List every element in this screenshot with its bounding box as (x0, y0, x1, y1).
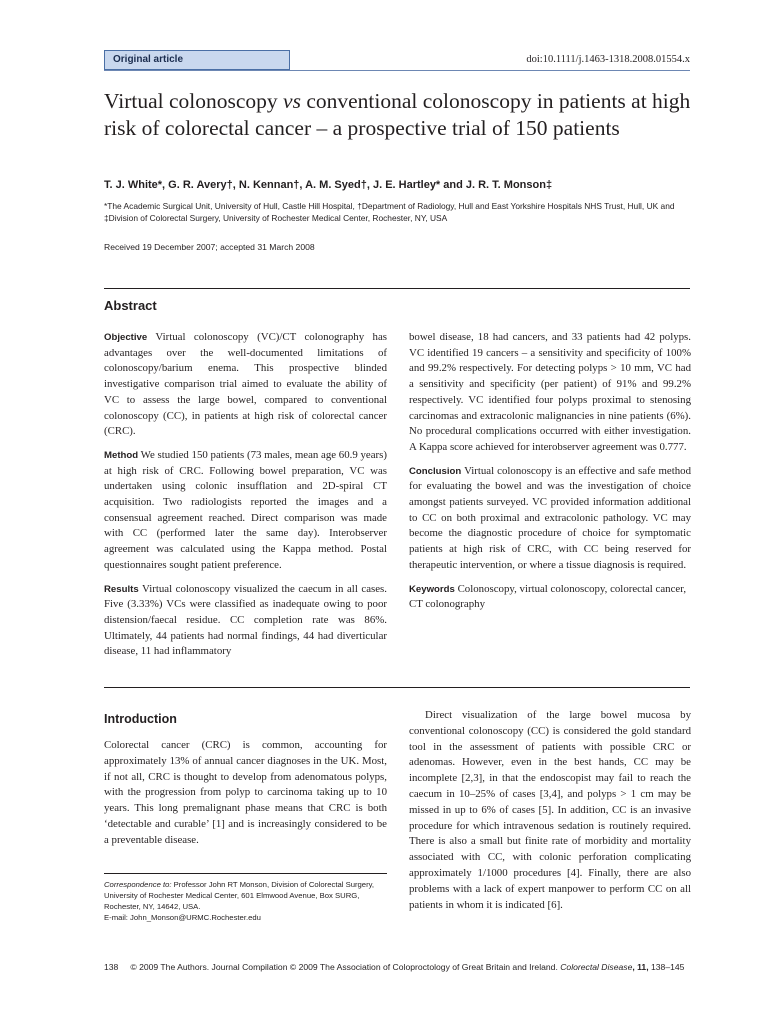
keywords-label: Keywords (409, 583, 455, 595)
keywords-text: Colonoscopy, virtual colonoscopy, colorectal cancer, CT colonography (409, 582, 687, 611)
author-list: T. J. White*, G. R. Avery†, N. Kennan†, A. M. Syed†, J. E. Hartley* and J. R. T. Monson‡ (104, 179, 553, 191)
correspondence-label: Correspondence to: (104, 880, 172, 889)
correspondence-rule (104, 873, 387, 874)
abstract-heading: Abstract (104, 298, 157, 313)
correspondence-email[interactable]: E-mail: John_Monson@URMC.Rochester.edu (104, 913, 261, 922)
conclusion-text: Virtual colonoscopy is an effective and safe method for evaluating the bowel and was the investigation of choice amongst patients surveyed. VC provided information additional to CC on both proximal and extracolonic pathology. VC may become the diagnostic procedure of choice for symptomatic patients at high risk of CRC, with CC being reserved for therapeutic intervention, or where a tissue diagnosis is required. (409, 464, 691, 571)
results-text-left: Virtual colonoscopy visualized the caecum in all cases. Five (3.33%) VCs were classified as inadequate owing to poor distension/faecal residue. CC completion rate was 86%. Ultimately, 44 patients had normal findings, 44 had diverticular disease, 11 had inflammatory (104, 582, 387, 658)
article-type-box (104, 50, 290, 70)
abstract-top-rule (104, 288, 690, 289)
received-date: Received 19 December 2007; accepted 31 March 2008 (104, 242, 315, 252)
introduction-paragraph-1: Colorectal cancer (CRC) is common, accounting for approximately 13% of annual cancer diagnoses in the UK. Most, if not all, CRC is thought to develop from adenomatous polyps, with the progression from polyp to carcinoma taking up to 10 years. This long premalignant phase means that CRC is both ‘detectable and curable’ [1] and is increasingly considered to be a preventable disease. (104, 739, 387, 846)
header-rule (104, 70, 690, 71)
results-label: Results (104, 583, 139, 595)
introduction-paragraph-2: Direct visualization of the large bowel mucosa by conventional colonoscopy (CC) is considered the gold standard tool in the assessment of patients with possible CRC or adenomas. However, even in the best hands, CC may be incomplete [2,3], in that the endoscopist may fail to reach the caecum in 10–25% of cases [3,4], and polyps > 1 cm may be missed in up to 6% of cases [5]. In addition, CC is an invasive procedure for which intravenous sedation is routinely required. There is also a small but finite rate of morbidity and mortality associated with CC, with colonic perforation complicating approximately 1/1000 procedures [4]. Finally, there are also problems with a lack of expert manpower to perform CC on all patients in whom it is indicated [6]. (409, 709, 691, 911)
abstract-results (104, 582, 387, 661)
abstract-bottom-rule (104, 687, 690, 688)
journal-name: Colorectal Disease (560, 962, 633, 972)
doi-link[interactable]: doi:10.1111/j.1463-1318.2008.01554.x (526, 54, 690, 65)
affiliations: *The Academic Surgical Unit, University of Hull, Castle Hill Hospital, †Department of Radiology, Hull and East Yorkshire Hospitals NHS Trust, Hull, UK and ‡Division of Colorectal Surgery, University of Rochester Medical Center, Rochester, NY, USA (104, 201, 675, 223)
copyright-text: © 2009 The Authors. Journal Compilation © 2009 The Association of Coloproctology of Great Britain and Ireland. (130, 962, 561, 972)
objective-text: Virtual colonoscopy (VC)/CT colonography has advantages over the well-documented limitations of colonoscopy/barium enema. This prospective blinded investigative comparison trial aimed to evaluate the ability of VC to assess the large bowel, compared to conventional colonoscopy (CC), in patients at high risk of colorectal cancer (CRC). (104, 331, 387, 438)
abstract-method (104, 448, 387, 574)
results-continued: bowel disease, 18 had cancers, and 33 patients had 42 polyps. VC identified 19 cancers – a sensitivity and specificity of 100% and 99.2% respectively. For detecting polyps > 10 mm, VC had a sensitivity and specificity (per patient) of 91% and 99.2% respectively. VC identified four polyps proximal to stenosing carcinomas and extracolonic malignancies in nine patients (6%). No procedural complications occurred with either investigation. A Kappa score achieved for interobserver agreement was 0.777. (409, 331, 691, 453)
correspondence-note (104, 879, 387, 923)
conclusion-label: Conclusion (409, 465, 462, 477)
method-label: Method (104, 449, 139, 461)
introduction-left-column (104, 738, 387, 849)
page-footer (104, 962, 684, 972)
abstract-left-column (104, 330, 387, 668)
page-range: 138–145 (648, 962, 685, 972)
introduction-right-column (409, 708, 691, 913)
title-part-2: conventional colonoscopy in patients at high risk of colorectal cancer – a prospective trial of 150 patients (104, 89, 691, 140)
correspondence-text: Professor John RT Monson, Division of Colorectal Surgery, University of Rochester Medical Center, 601 Elmwood Avenue, Box SURG, Rochester, NY, 14642, USA. (104, 880, 375, 911)
article-type-label: Original article (113, 54, 184, 65)
method-text: We studied 150 patients (73 males, mean age 60.9 years) at high risk of CRC. Following bowel preparation, VC was undertaken using colonic insufflation and 2D-spiral CT acquisition. Two radiologists reported the images and a consensual agreement reached. Direct comparison was made with CC (performed later the same day). Interobserver agreement was calculated using the Kappa method. Postal questionnaires sought patient preference. (104, 448, 387, 571)
title-vs: vs (283, 89, 301, 113)
objective-label: Objective (104, 332, 148, 343)
introduction-heading: Introduction (104, 712, 177, 726)
abstract-right-column (409, 330, 691, 621)
abstract-objective (104, 330, 387, 440)
page-number: 138 (104, 962, 119, 972)
abstract-conclusion (409, 464, 691, 574)
journal-volume: , 11, (632, 962, 649, 972)
abstract-keywords (409, 582, 691, 613)
title-part-1: Virtual colonoscopy (104, 89, 284, 113)
article-title (104, 88, 704, 142)
